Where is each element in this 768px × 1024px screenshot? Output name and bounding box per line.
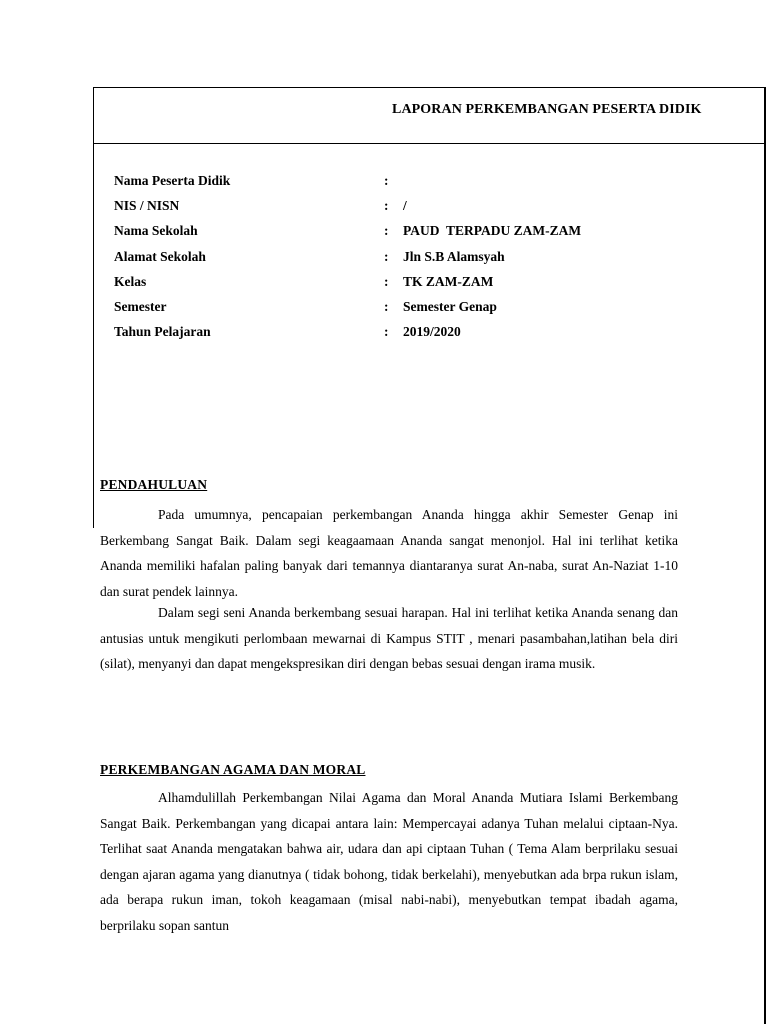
section-heading-agama-moral: PERKEMBANGAN AGAMA DAN MORAL [100, 762, 366, 777]
info-value: 2019/2020 [403, 324, 461, 340]
info-label: Nama Peserta Didik [114, 173, 231, 188]
section-heading-pendahuluan: PENDAHULUAN [100, 477, 208, 492]
info-colon: : [384, 298, 389, 314]
info-colon: : [384, 248, 389, 264]
info-colon: : [384, 223, 389, 239]
info-value: Jln S.B Alamsyah [403, 248, 505, 264]
info-label: Tahun Pelajaran [114, 324, 211, 340]
info-colon: : [384, 173, 389, 188]
info-value: Semester Genap [403, 298, 497, 314]
info-value: PAUD TERPADU ZAM-ZAM [403, 223, 582, 239]
paragraph-pendahuluan-2: Dalam segi seni Ananda berkembang sesuai harapan. Hal ini terlihat ketika Ananda senang dan antusias untuk mengikuti perlombaan mewarnai di Kampus STIT , menari pasambahan,latihan bela diri (silat), menyanyi dan dapat mengekspresikan diri dengan bebas sesuai dengan irama musik. [100, 605, 678, 672]
info-label: Alamat Sekolah [114, 248, 206, 264]
info-colon: : [384, 198, 389, 214]
info-value: TK ZAM-ZAM [403, 273, 494, 289]
info-label: Nama Sekolah [114, 223, 198, 239]
info-label: Kelas [114, 273, 147, 289]
document-title: LAPORAN PERKEMBANGAN PESERTA DIDIK [392, 102, 702, 117]
info-label: NIS / NISN [114, 198, 180, 214]
frame-right-border [764, 144, 766, 1024]
frame-left-border [93, 144, 94, 528]
info-colon: : [384, 273, 389, 289]
info-value: / [403, 198, 407, 214]
info-colon: : [384, 324, 389, 340]
paragraph-agama-moral-1: Alhamdulillah Perkembangan Nilai Agama dan Moral Ananda Mutiara Islami Berkembang Sangat Baik. Perkembangan yang dicapai antara lain: Mempercayai adanya Tuhan melalui ciptaan-Nya. Terlihat saat Ananda mengatakan bahwa air, udara dan api ciptaan Tuhan ( Tema Alam berprilaku sesuai dengan ajaran agama yang dianutnya ( tidak bohong, tidak berkelahi), menyebutkan ada brpa rukun islam, ada berapa rukun iman, tokoh keagamaan (misal nabi-nabi), menyebutkan tempat ibadah agama, berprilaku sopan santun [100, 790, 678, 933]
info-label: Semester [114, 298, 167, 314]
paragraph-pendahuluan-1: Pada umumnya, pencapaian perkembangan Ananda hingga akhir Semester Genap ini Berkembang Sangat Baik. Dalam segi keagaamaan Ananda sangat menonjol. Hal ini terlihat ketika Ananda memiliki hafalan paling banyak dari temannya diantaranya surat An-naba, surat An-Naziat 1-10 dan surat pendek lainnya. [100, 507, 678, 599]
